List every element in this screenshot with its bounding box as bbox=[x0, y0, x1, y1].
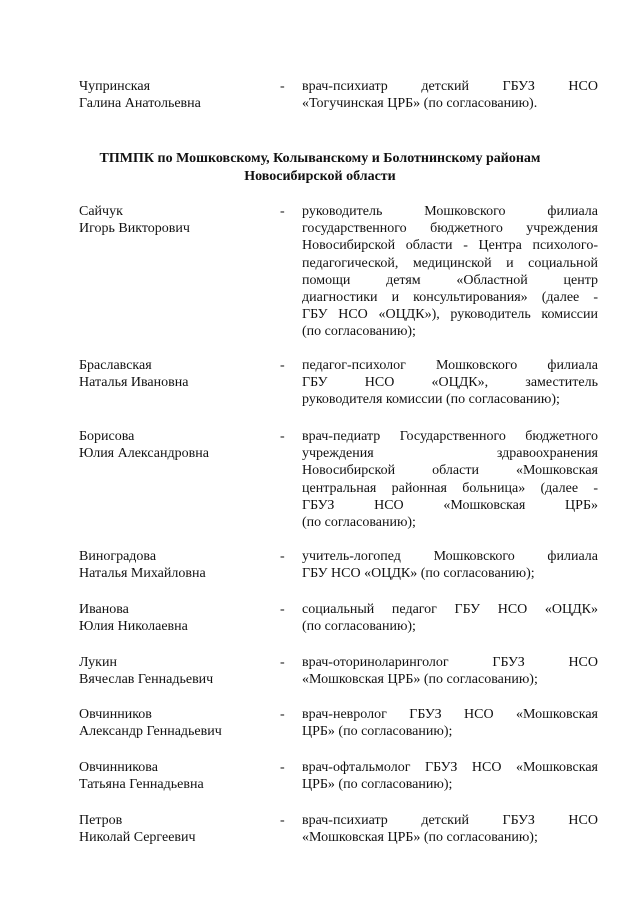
member-name bbox=[79, 203, 269, 237]
role-line: врач-офтальмолог ГБУЗ НСО «Мошковская bbox=[302, 760, 598, 775]
role-line: педагог-психолог Мошковского филиала bbox=[302, 358, 598, 373]
role-line: ГБУ НСО «ОЦДК» (по согласованию); bbox=[302, 566, 535, 582]
member-surname: Овчинников bbox=[79, 707, 152, 722]
member-role bbox=[302, 78, 598, 112]
member-given-name: Александр Геннадьевич bbox=[79, 724, 222, 740]
role-line: (по согласованию); bbox=[302, 619, 416, 635]
role-line: центральная районная больница» (далее - bbox=[302, 480, 598, 496]
member-surname: Сайчук bbox=[79, 204, 123, 219]
member-name bbox=[79, 759, 269, 793]
role-line: «Мошковская ЦРБ» (по согласованию); bbox=[302, 830, 538, 846]
member-role bbox=[302, 654, 598, 688]
member-surname: Иванова bbox=[79, 602, 129, 617]
member-name bbox=[79, 357, 269, 391]
role-line: врач-оториноларинголог ГБУЗ НСО bbox=[302, 655, 598, 670]
member-name bbox=[79, 706, 269, 740]
member-given-name: Наталья Михайловна bbox=[79, 566, 206, 582]
role-line: руководителя комиссии (по согласованию); bbox=[302, 392, 560, 408]
member-name bbox=[79, 812, 269, 846]
member-surname: Лукин bbox=[79, 655, 117, 670]
role-line: «Тогучинская ЦРБ» (по согласованию). bbox=[302, 96, 538, 112]
member-given-name: Вячеслав Геннадьевич bbox=[79, 672, 214, 688]
member-given-name: Николай Сергеевич bbox=[79, 830, 196, 846]
role-line: врач-психиатр детский ГБУЗ НСО bbox=[302, 79, 598, 94]
role-line: ГБУЗ НСО «Мошковская ЦРБ» bbox=[302, 497, 598, 513]
member-name bbox=[79, 654, 269, 688]
member-role bbox=[302, 203, 598, 341]
member-surname: Петров bbox=[79, 813, 123, 828]
role-line: врач-невролог ГБУЗ НСО «Мошковская bbox=[302, 707, 598, 722]
member-role bbox=[302, 357, 598, 409]
dash-separator: - bbox=[280, 707, 285, 722]
role-line: (по согласованию); bbox=[302, 324, 416, 340]
role-line: помощи детям «Областной центр bbox=[302, 272, 598, 288]
member-given-name: Галина Анатольевна bbox=[79, 96, 201, 112]
dash-separator: - bbox=[280, 602, 285, 617]
member-role bbox=[302, 706, 598, 740]
member-given-name: Татьяна Геннадьевна bbox=[79, 777, 204, 793]
role-line: руководитель Мошковского филиала bbox=[302, 204, 598, 219]
role-line: врач-психиатр детский ГБУЗ НСО bbox=[302, 813, 598, 828]
role-line: педагогической, медицинской и социальной bbox=[302, 255, 598, 271]
role-line: ЦРБ» (по согласованию); bbox=[302, 777, 453, 793]
role-line: ГБУ НСО «ОЦДК», заместитель bbox=[302, 375, 598, 391]
role-line: учреждения здравоохранения bbox=[302, 446, 598, 462]
role-line: «Мошковская ЦРБ» (по согласованию); bbox=[302, 672, 538, 688]
member-surname: Овчинникова bbox=[79, 760, 158, 775]
dash-separator: - bbox=[280, 549, 285, 564]
member-role bbox=[302, 548, 598, 582]
member-role bbox=[302, 759, 598, 793]
member-given-name: Юлия Николаевна bbox=[79, 619, 188, 635]
role-line: диагностики и консультирования» (далее - bbox=[302, 290, 598, 306]
member-role bbox=[302, 601, 598, 635]
section-heading bbox=[0, 150, 640, 185]
member-name bbox=[79, 428, 269, 462]
dash-separator: - bbox=[280, 813, 285, 828]
member-name bbox=[79, 548, 269, 582]
role-line: Новосибирской области - Центра психолого- bbox=[302, 238, 598, 254]
member-given-name: Игорь Викторович bbox=[79, 221, 190, 237]
dash-separator: - bbox=[280, 760, 285, 775]
dash-separator: - bbox=[280, 204, 285, 219]
member-given-name: Наталья Ивановна bbox=[79, 375, 189, 391]
member-surname: Чупринская bbox=[79, 79, 151, 94]
member-role bbox=[302, 812, 598, 846]
member-name bbox=[79, 601, 269, 635]
dash-separator: - bbox=[280, 79, 285, 94]
dash-separator: - bbox=[280, 358, 285, 373]
member-name bbox=[79, 78, 269, 112]
role-line: врач-педиатр Государственного бюджетного bbox=[302, 429, 598, 444]
section-title-line: Новосибирской области bbox=[244, 168, 396, 184]
role-line: социальный педагог ГБУ НСО «ОЦДК» bbox=[302, 602, 598, 617]
role-line: учитель-логопед Мошковского филиала bbox=[302, 549, 598, 564]
role-line: ГБУ НСО «ОЦДК»), руководитель комиссии bbox=[302, 307, 598, 323]
dash-separator: - bbox=[280, 429, 285, 444]
role-line: (по согласованию); bbox=[302, 515, 416, 531]
role-line: государственного бюджетного учреждения bbox=[302, 221, 598, 237]
member-role bbox=[302, 428, 598, 531]
dash-separator: - bbox=[280, 655, 285, 670]
member-surname: Борисова bbox=[79, 429, 135, 444]
role-line: Новосибирской области «Мошковская bbox=[302, 463, 598, 479]
section-title-line: ТПМПК по Мошковскому, Колыванскому и Болотнинскому районам bbox=[99, 151, 541, 166]
member-given-name: Юлия Александровна bbox=[79, 446, 209, 462]
member-surname: Браславская bbox=[79, 358, 152, 373]
role-line: ЦРБ» (по согласованию); bbox=[302, 724, 453, 740]
member-surname: Виноградова bbox=[79, 549, 157, 564]
